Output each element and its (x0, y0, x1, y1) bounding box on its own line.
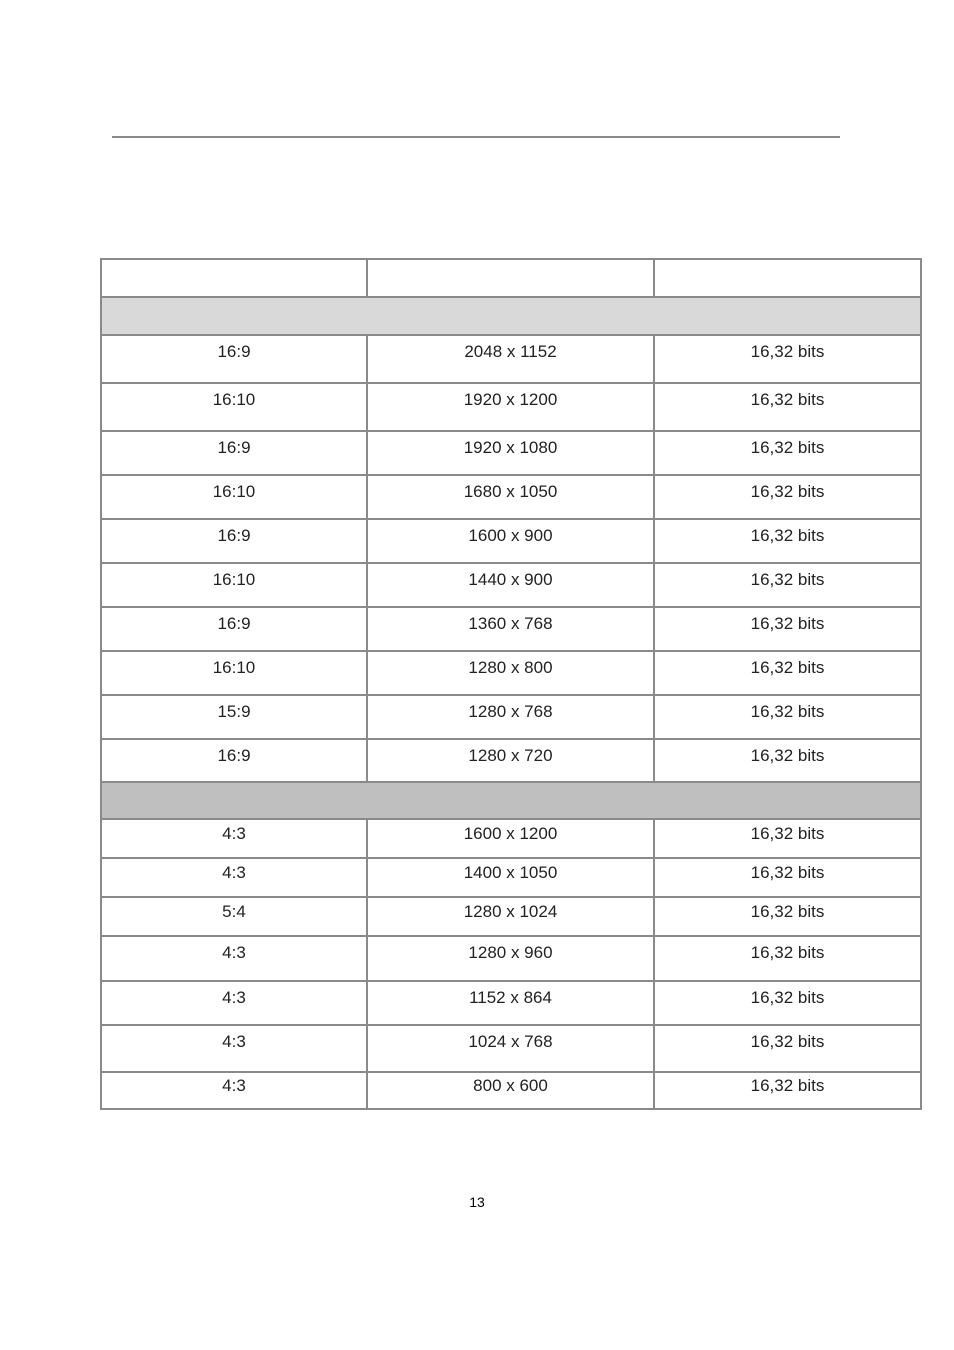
aspect-cell: 4:3 (101, 819, 367, 858)
color-depth-cell: 16,32 bits (654, 739, 921, 782)
table-row (101, 431, 921, 475)
table-row (101, 651, 921, 695)
table-row (101, 1025, 921, 1072)
aspect-cell: 15:9 (101, 695, 367, 739)
aspect-cell: 4:3 (101, 936, 367, 981)
color-depth-cell: 16,32 bits (654, 607, 921, 651)
color-depth-cell: 16,32 bits (654, 519, 921, 563)
table-row (101, 897, 921, 936)
resolution-cell: 1680 x 1050 (367, 475, 654, 519)
table-row (101, 981, 921, 1025)
aspect-cell: 4:3 (101, 1025, 367, 1072)
color-depth-cell: 16,32 bits (654, 431, 921, 475)
resolution-cell: 1024 x 768 (367, 1025, 654, 1072)
color-depth-cell: 16,32 bits (654, 563, 921, 607)
color-depth-cell: 16,32 bits (654, 819, 921, 858)
resolution-cell: 1600 x 900 (367, 519, 654, 563)
color-depth-cell: 16,32 bits (654, 981, 921, 1025)
resolution-cell: 1280 x 720 (367, 739, 654, 782)
resolution-cell: 2048 x 1152 (367, 335, 654, 383)
resolution-cell: 1600 x 1200 (367, 819, 654, 858)
resolution-cell: 800 x 600 (367, 1072, 654, 1109)
color-depth-cell: 16,32 bits (654, 1025, 921, 1072)
table-row (101, 739, 921, 782)
color-depth-cell: 16,32 bits (654, 695, 921, 739)
table-row (101, 607, 921, 651)
section-label (101, 782, 921, 819)
resolution-cell: 1920 x 1080 (367, 431, 654, 475)
aspect-cell: 16:10 (101, 383, 367, 431)
table-row (101, 936, 921, 981)
page-number: 13 (469, 1194, 485, 1210)
aspect-cell: 16:9 (101, 431, 367, 475)
aspect-cell: 16:10 (101, 651, 367, 695)
aspect-cell: 4:3 (101, 981, 367, 1025)
table-row (101, 858, 921, 897)
table-row (101, 1072, 921, 1109)
table-header-row (101, 259, 921, 297)
aspect-cell: 4:3 (101, 858, 367, 897)
aspect-cell: 16:9 (101, 335, 367, 383)
color-depth-cell: 16,32 bits (654, 858, 921, 897)
table-row (101, 819, 921, 858)
color-depth-cell: 16,32 bits (654, 475, 921, 519)
table-row (101, 335, 921, 383)
resolution-cell: 1360 x 768 (367, 607, 654, 651)
header-cell-color-depth (654, 259, 921, 297)
aspect-cell: 16:9 (101, 739, 367, 782)
header-cell-resolution (367, 259, 654, 297)
color-depth-cell: 16,32 bits (654, 383, 921, 431)
resolution-cell: 1920 x 1200 (367, 383, 654, 431)
resolution-cell: 1152 x 864 (367, 981, 654, 1025)
section-header-standard (101, 782, 921, 819)
color-depth-cell: 16,32 bits (654, 1072, 921, 1109)
resolution-cell: 1280 x 960 (367, 936, 654, 981)
aspect-cell: 4:3 (101, 1072, 367, 1109)
aspect-cell: 16:10 (101, 475, 367, 519)
resolution-table (100, 258, 922, 1110)
color-depth-cell: 16,32 bits (654, 936, 921, 981)
section-label (101, 297, 921, 335)
table-row (101, 695, 921, 739)
aspect-cell: 16:9 (101, 607, 367, 651)
table-row (101, 563, 921, 607)
resolution-cell: 1280 x 800 (367, 651, 654, 695)
table-row (101, 383, 921, 431)
resolution-cell: 1400 x 1050 (367, 858, 654, 897)
table-row (101, 519, 921, 563)
header-cell-aspect (101, 259, 367, 297)
aspect-cell: 5:4 (101, 897, 367, 936)
table-row (101, 475, 921, 519)
header-rule (112, 136, 840, 138)
aspect-cell: 16:9 (101, 519, 367, 563)
resolution-cell: 1280 x 768 (367, 695, 654, 739)
color-depth-cell: 16,32 bits (654, 651, 921, 695)
resolution-cell: 1440 x 900 (367, 563, 654, 607)
color-depth-cell: 16,32 bits (654, 335, 921, 383)
resolution-cell: 1280 x 1024 (367, 897, 654, 936)
color-depth-cell: 16,32 bits (654, 897, 921, 936)
aspect-cell: 16:10 (101, 563, 367, 607)
section-header-widescreen (101, 297, 921, 335)
